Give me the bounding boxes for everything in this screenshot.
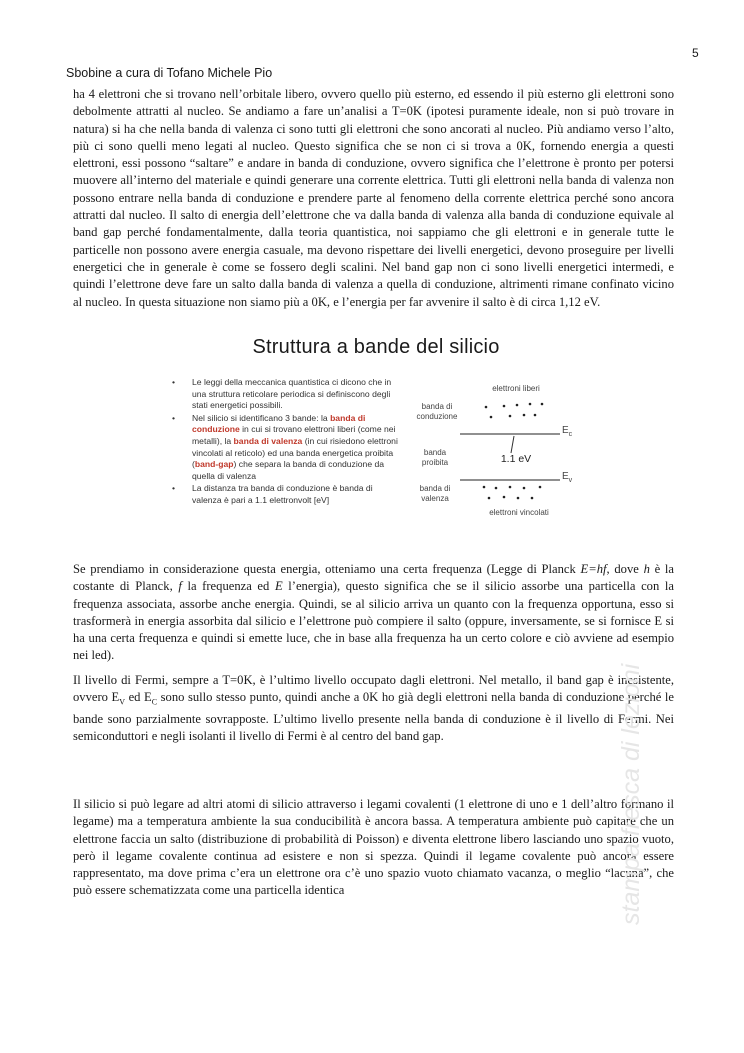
- label-forbidden-band: banda proibita: [421, 448, 449, 467]
- page-number: 5: [692, 46, 699, 60]
- band-diagram: [412, 380, 592, 520]
- paragraph-covalent-bonds: Il silicio si può legare ad altri atomi di silicio attraverso i legami covalenti (1 elettrone di uno e 1 dell’altro formano il legame) ma a temperatura ambiente la sua conducibilità è ancora bassa. A temperatura ambiente può capitare che un elettrone faccia un salto (distribuzione di probabilità di Poisson) e diventa elettrone libero lasciando uno spazio vuoto, però il legame covalente continua ad esistere e non si spezza. Quindi il legame covalente può ancora essere rappresentato, ma dove prima c’era un elettrone ora c’è uno spazio vuoto chiamato vacanza, o meglio “lacuna”, che può essere schematizzata come una particella identica: [73, 797, 674, 898]
- free-electrons-dots: [485, 403, 544, 419]
- figure-title: Struttura a bande del silicio: [252, 336, 500, 358]
- gap-arrow-line: [511, 436, 514, 453]
- label-conduction-band: banda di conduzione: [416, 402, 458, 421]
- paragraph-band-jump: ha 4 elettroni che si trovano nell’orbitale libero, ovvero quello più esterno, ed essendo il più esterno gli elettroni sono debolmente attratti al nucleo. Se andiamo a fare un’analisi a T=0K (ipotesi puramente ideale, non si può trovare in natura) si ha che nella banda di valenza ci sono tutti gli elettroni che sono ancorati al nucleo. Più andiamo verso l’alto, più ci sono quelli meno legati al nucleo. Questo significa che se non ci si trova a 0K, fornendo energia a questi elettroni, essi possono “saltare” e andare in banda di conduzione, ovvero significa che l’elettrone è pronto per potersi muovere all’interno del materiale e quindi generare una corrente elettrica. Tutti gli elettroni nella banda di valenza non possono entrare nella banda di conduzione e prendere parte al fenomeno della corrente elettrica perché sono ancora attratti dal nucleo. Il salto di energia dell’elettrone che va dalla banda di valenza alla banda di conduzione equivale al band gap perché fondamentalmente, dalla teoria quantistica, noi sappiamo che gli elettroni e in generale tutte le particelle non possono avere energia casuale, ma devono rispettare dei livelli energetici, devono proseguire per livelli energetici che in generale è come se fossero degli scalini. Nel band gap non ci sono livelli energetici intermedi, e quindi l’elettrone deve fare un salto dalla banda di valenza a quella di conduzione, altrimenti rimane confinato vicino al nucleo. In questa situazione non siamo più a 0K, e l’energia per far avvenire il salto è di circa 1,12 eV.: [73, 87, 674, 309]
- figure-bullet: • Le leggi della meccanica quantistica ci dicono che in una struttura reticolare periodica si definiscono degli stati energetici possibili.: [168, 377, 403, 412]
- paragraph-fermi-level: Il livello di Fermi, sempre a T=0K, è l’ultimo livello occupato dagli elettroni. Nel metallo, il band gap è inesistente, ovvero $E_V$ ed $E_C$ sono sullo stesso punto, quindi anche a 0K ho già degli elettroni nella banda di conduzione perché le bande sono parzialmente sovrapposte. L’ultimo livello presente nella banda di conduzione è il livello di Fermi. Nei semiconduttori e negli isolanti il livello di Fermi è al centro del band gap.: [73, 673, 674, 744]
- figure-band-structure: [160, 336, 592, 544]
- paragraph-planck: Se prendiamo in considerazione questa energia, otteniamo una certa frequenza (Legge di Planck E=hf, dove h è la costante di Planck, f la frequenza ed E l’energia), questo significa che se il silicio assorbe una particella con la frequenza associata, assorbe anche energia. Quindi, se al silicio arriva un quanto con la frequenza opportuna, esso si trasformerà in energia assorbita dal silicio e l’elettrone può compiere il salto (oppure, inversamente, se si fornisce E si ha una certa frequenza e quindi si emette luce, che in base alla frequenza ha un certo colore e ciò avviene ad esempio nei led).: [73, 562, 674, 663]
- figure-bullet: • Nel silicio si identificano 3 bande: la banda di conduzione in cui si trovano elettroni liberi (come nei metalli), la banda di valenza (in cui risiedono elettroni vincolati al reticolo) ed una banda energetica proibita (band-gap) che separa la banda di conduzione da quella di valenza: [168, 413, 403, 483]
- highlight-valence-band: banda di valenza: [233, 435, 303, 446]
- formula-planck: E=hf: [580, 562, 607, 576]
- bound-electrons-dots: [483, 486, 542, 500]
- label-ev: $E_v$: [562, 471, 573, 484]
- label-gap-value: 1.1 eV: [500, 453, 532, 465]
- label-ec: $E_c$: [562, 425, 573, 438]
- figure-bullet: • La distanza tra banda di conduzione è banda di valenza è pari a 1.1 elettronvolt [eV]: [168, 483, 403, 506]
- watermark: stampa fresca di lezioni: [617, 663, 645, 925]
- figure-bullet-list: [168, 377, 403, 508]
- page-header: Sbobine a cura di Tofano Michele Pio: [66, 66, 273, 80]
- label-bound-electrons: elettroni vincolati: [489, 508, 549, 517]
- label-valence-band: banda di valenza: [419, 484, 451, 503]
- highlight-conduction-band: banda di conduzione: [192, 412, 366, 435]
- label-free-electrons: elettroni liberi: [492, 384, 540, 393]
- highlight-band-gap: band-gap: [194, 459, 234, 470]
